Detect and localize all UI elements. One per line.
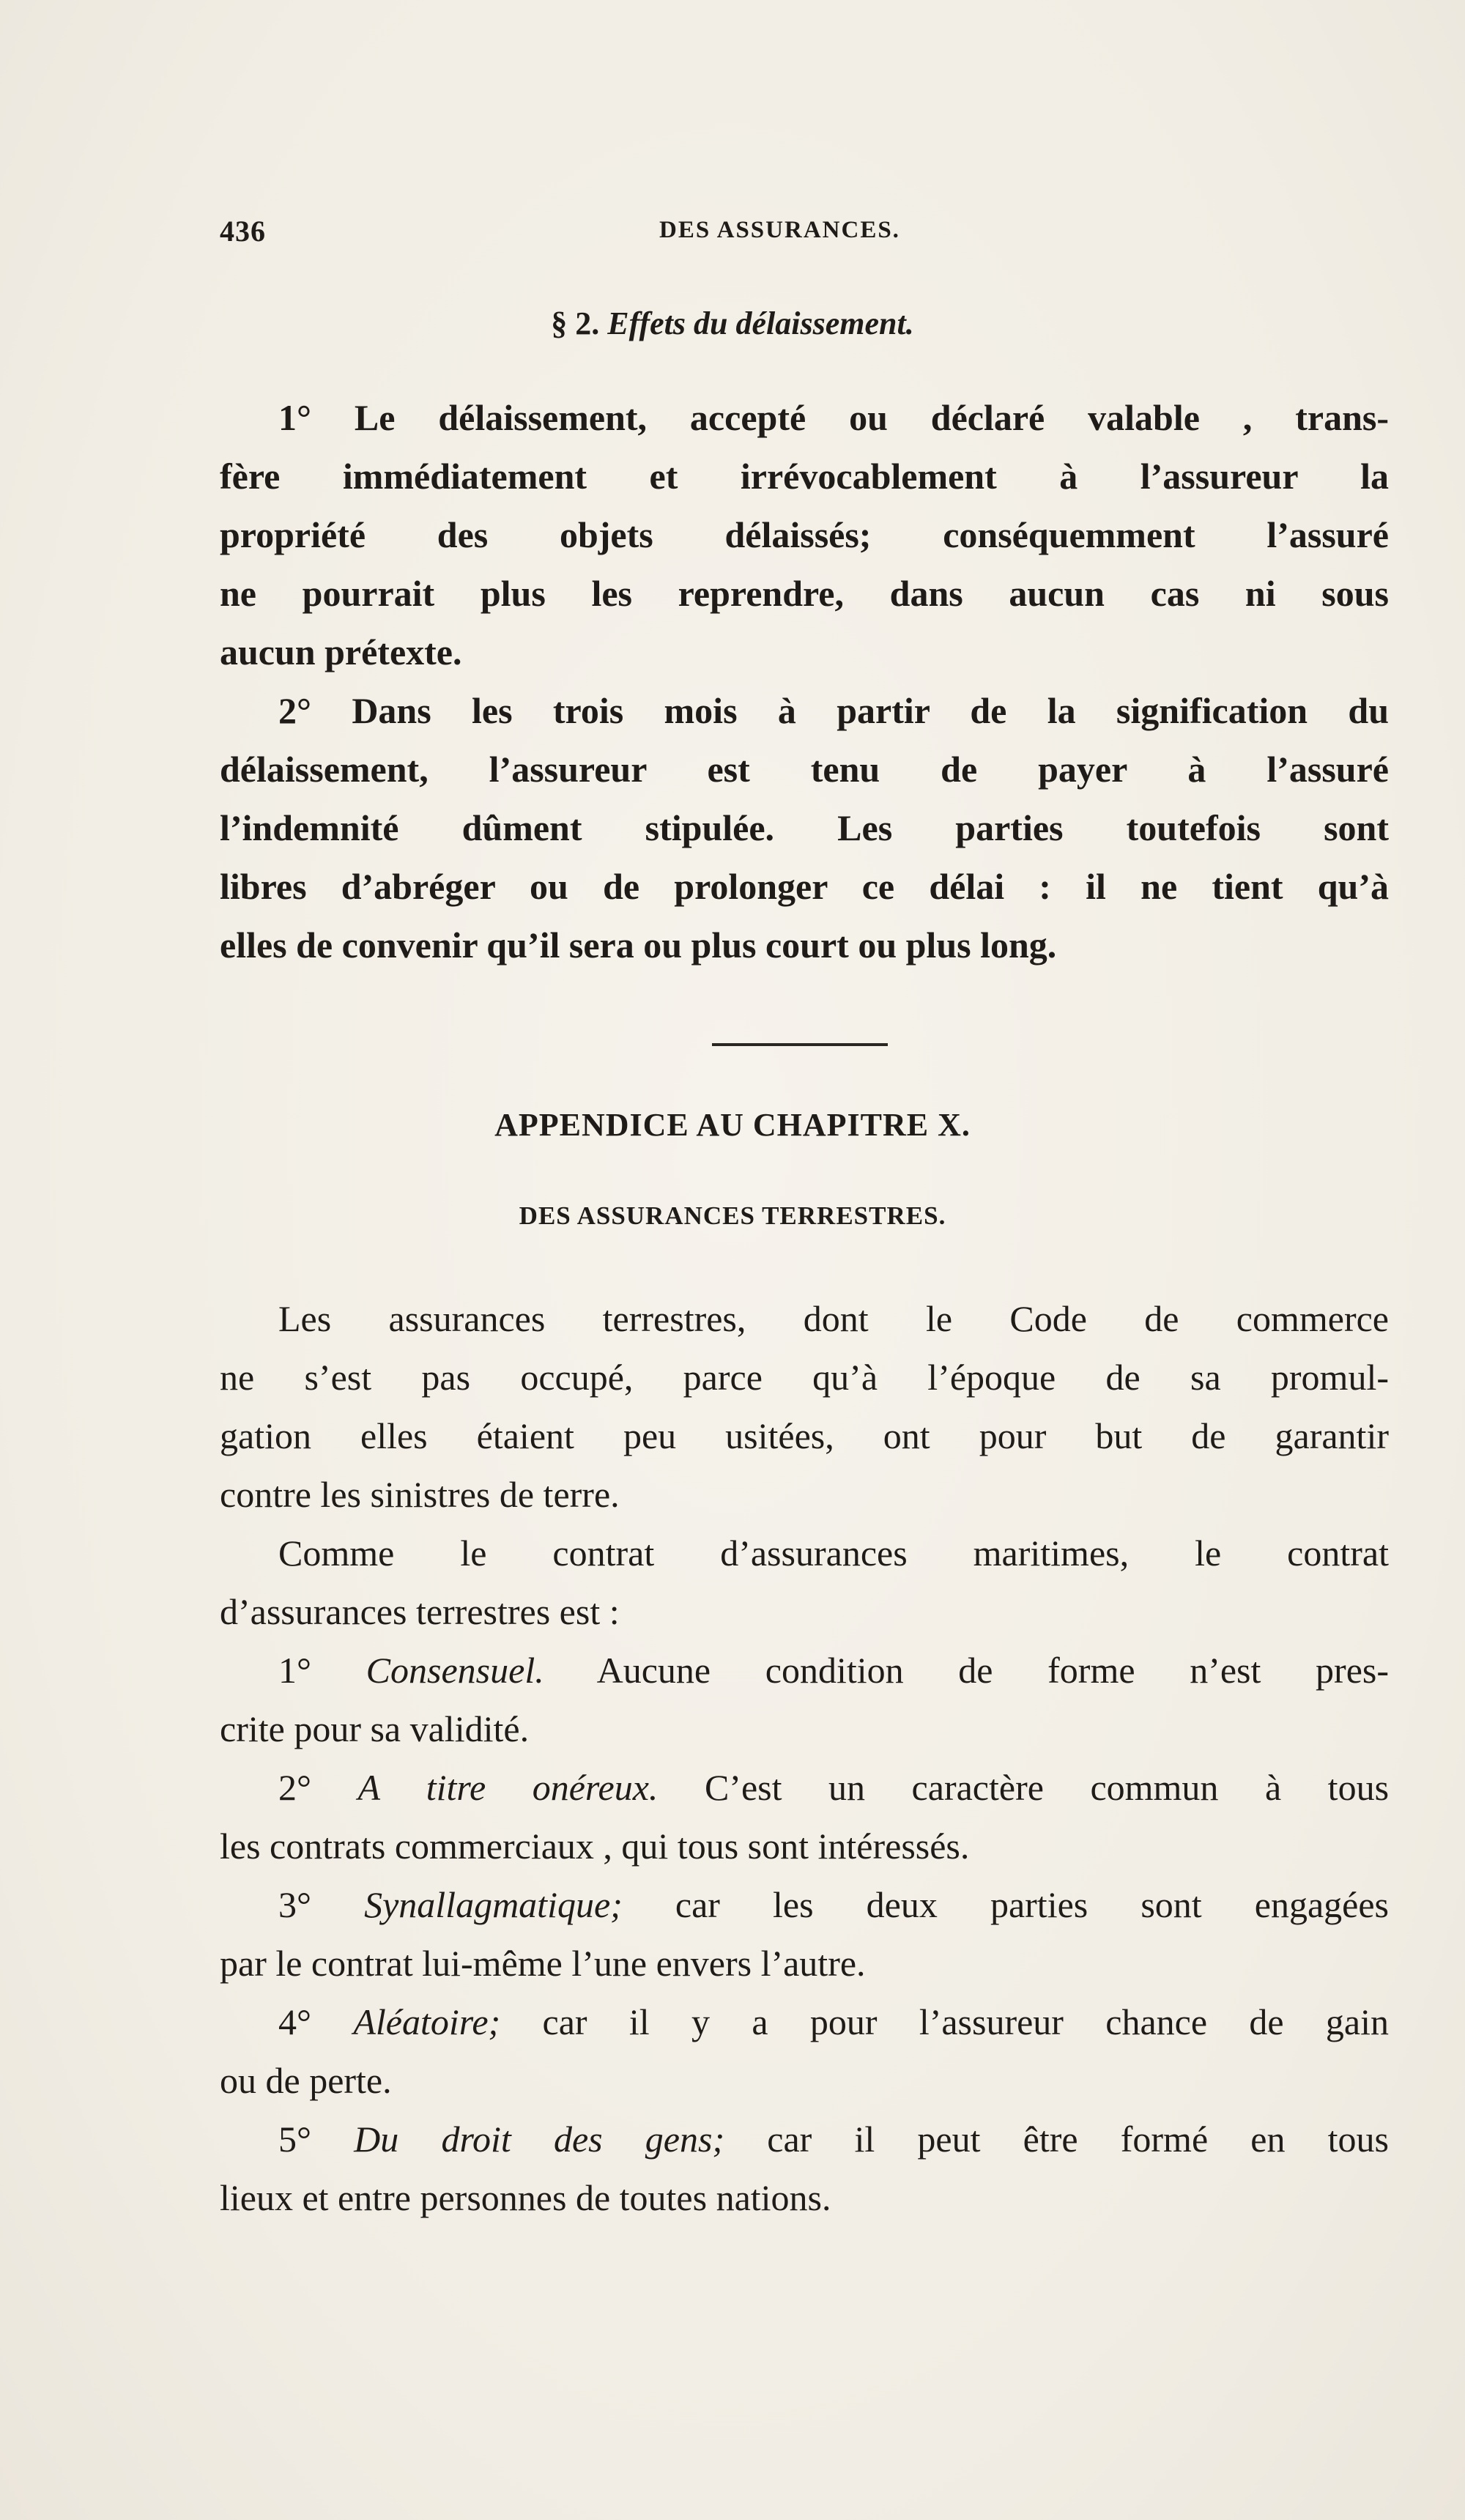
text-line: elles de convenir qu’il sera ou plus court ou plus long. (220, 924, 1057, 966)
section-title: Effets du délaissement. (607, 305, 914, 341)
appendix-body (220, 1289, 1389, 2227)
item-text: Aucune condition de forme n’est pres- (596, 1650, 1389, 1691)
item-term: Aléatoire; (353, 2001, 501, 2042)
list-item-continuation: crite pour sa validité. (220, 1708, 530, 1749)
appendix-title: APPENDICE AU CHAPITRE X. (494, 1107, 971, 1143)
list-item-line (220, 1875, 1389, 1934)
list-item-continuation: les contrats commerciaux , qui tous sont intéressés. (220, 1826, 970, 1867)
item-text: C’est un caractère commun à tous (704, 1767, 1390, 1808)
text-line: ne s’est pas occupé, parce qu’à l’époque de sa promul- (220, 1357, 1389, 1398)
text-line: ne pourrait plus les reprendre, dans aucun cas ni sous (220, 573, 1389, 614)
page-number: 436 (220, 215, 266, 248)
text-line: aucun prétexte. (220, 631, 462, 672)
item-text: car il peut être formé en tous (767, 2119, 1390, 2160)
section-body (220, 388, 1389, 974)
item-term: Consensuel. (366, 1650, 544, 1691)
appendix-subtitle: DES ASSURANCES TERRESTRES. (519, 1201, 946, 1230)
text-line: l’indemnité dûment stipulée. Les parties toutefois sont (220, 807, 1389, 848)
page-header (220, 214, 1392, 251)
text-line: délaissement, l’assureur est tenu de payer à l’assuré (220, 749, 1389, 790)
list-item-continuation: par le contrat lui-même l’une envers l’autre. (220, 1943, 866, 1984)
text-line: 1° Le délaissement, accepté ou déclaré valable , trans- (278, 397, 1389, 438)
text-line: Les assurances terrestres, dont le Code de commerce (278, 1298, 1389, 1339)
item-term: A titre onéreux. (357, 1767, 659, 1808)
item-text: car il y a pour l’assureur chance de gain (542, 2001, 1389, 2042)
item-number: 1° (278, 1650, 311, 1691)
section-divider (712, 1043, 888, 1046)
item-term: Synallagmatique; (364, 1884, 623, 1925)
list-item-line (220, 1758, 1389, 1817)
item-number: 4° (278, 2001, 311, 2042)
list-item-line (220, 1993, 1389, 2051)
list-item-line (220, 1641, 1389, 1700)
item-number: 3° (278, 1884, 311, 1925)
text-line: fère immédiatement et irrévocablement à l’assureur la (220, 456, 1389, 497)
item-number: 5° (278, 2119, 311, 2160)
item-number: 2° (278, 1767, 311, 1808)
text-line: libres d’abréger ou de prolonger ce délai : il ne tient qu’à (220, 866, 1389, 907)
text-line: contre les sinistres de terre. (220, 1474, 620, 1515)
item-text: car les deux parties sont engagées (675, 1884, 1389, 1925)
text-line: 2° Dans les trois mois à partir de la signification du (278, 690, 1389, 731)
item-term: Du droit des gens; (354, 2119, 725, 2160)
list-item-continuation: lieux et entre personnes de toutes nations. (220, 2177, 831, 2218)
text-line: gation elles étaient peu usitées, ont pour but de garantir (220, 1415, 1389, 1456)
text-line: Comme le contrat d’assurances maritimes, le contrat (278, 1533, 1389, 1574)
text-line: d’assurances terrestres est : (220, 1591, 620, 1632)
section-number: § 2. (551, 305, 600, 341)
running-head: DES ASSURANCES. (659, 217, 900, 243)
list-item-continuation: ou de perte. (220, 2060, 392, 2101)
text-line: propriété des objets délaissés; conséquemment l’assuré (220, 514, 1389, 555)
list-item-line (220, 2110, 1389, 2168)
section-heading (0, 305, 1465, 342)
